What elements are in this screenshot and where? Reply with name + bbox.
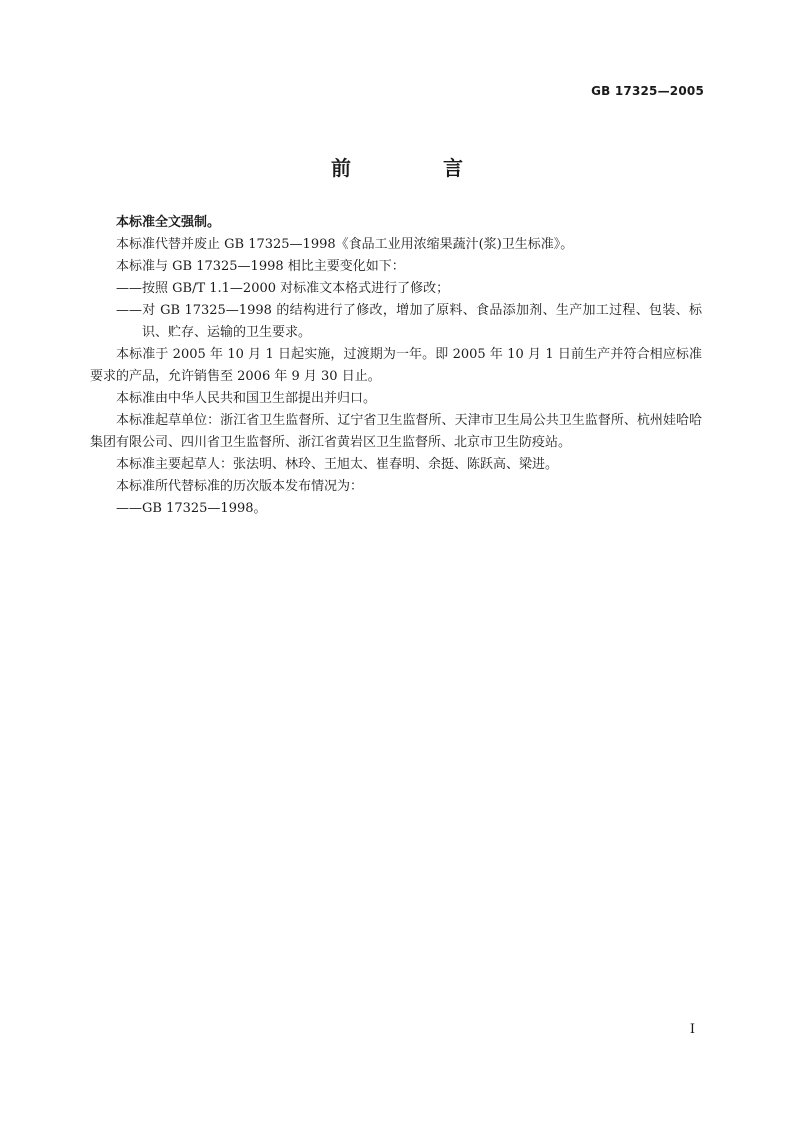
list-item-change-structure: ——对 GB 17325—1998 的结构进行了修改，增加了原料、食品添加剂、生产加工过程、包装、标识、贮存、运输的卫生要求。: [116, 303, 702, 340]
paragraph-proposer: 本标准由中华人民共和国卫生部提出并归口。: [116, 391, 377, 406]
paragraph-effective-date: 本标准于 2005 年 10 月 1 日起实施，过渡期为一年。即 2005 年 10 月 1 日前生产并符合相应标准要求的产品，允许销售至 2006 年 9 月 30 日止。: [90, 347, 702, 384]
paragraph-replaces: 本标准代替并废止 GB 17325—1998《食品工业用浓缩果蔬汁(浆)卫生标准》。: [116, 237, 574, 252]
paragraph-changes-intro: 本标准与 GB 17325—1998 相比主要变化如下：: [116, 259, 405, 274]
page-number: I: [689, 1022, 695, 1037]
list-item-history: ——GB 17325—1998。: [116, 501, 267, 516]
standard-number: GB 17325—2005: [591, 84, 704, 98]
list-item-change-format: ——按照 GB/T 1.1—2000 对标准文本格式进行了修改；: [116, 281, 450, 296]
paragraph-history-intro: 本标准所代替标准的历次版本发布情况为：: [116, 479, 364, 494]
paragraph-drafters: 本标准主要起草人：张法明、林玲、王旭太、崔春明、余挺、陈跃高、梁进。: [116, 457, 559, 472]
paragraph-drafting-units: 本标准起草单位：浙江省卫生监督所、辽宁省卫生监督所、天津市卫生局公共卫生监督所、杭州娃哈哈集团有限公司、四川省卫生监督所、浙江省黄岩区卫生监督所、北京市卫生防疫站。: [90, 413, 702, 450]
document-body: [90, 212, 702, 520]
paragraph-mandatory: 本标准全文强制。: [116, 215, 221, 230]
page-title: 前 言: [331, 156, 499, 180]
